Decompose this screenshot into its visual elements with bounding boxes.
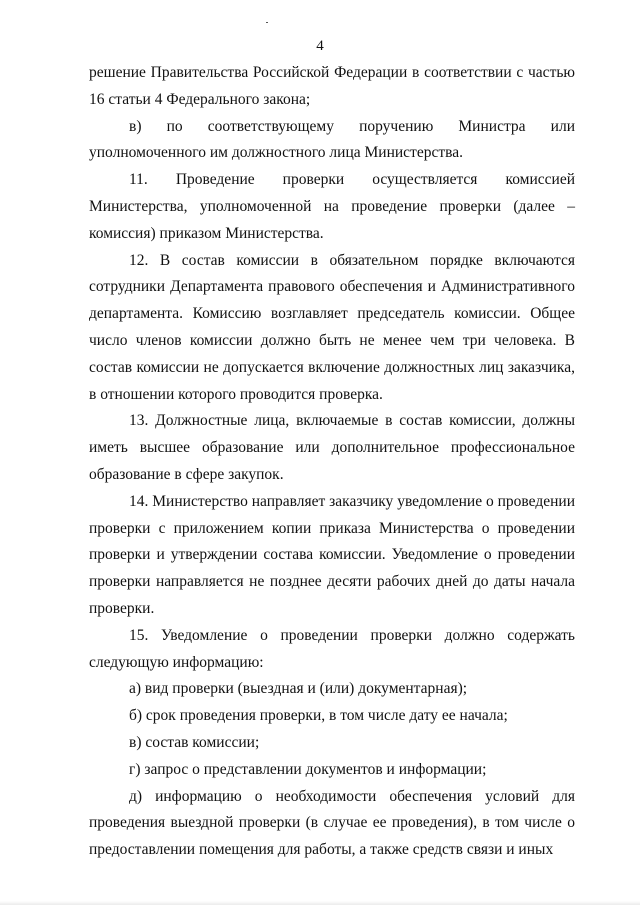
paragraph-continuation: решение Правительства Российской Федерации в соответствии с частью 16 статьи 4 Федерального закона; [89, 64, 575, 108]
page-bottom-edge [0, 901, 640, 905]
list-item-g: г) запрос о представлении документов и информации; [129, 760, 487, 778]
document-body [89, 60, 575, 864]
paragraph-13: 13. Должностные лица, включаемые в состав комиссии, должны иметь высшее образование или дополнительное профессиональное образование в сфере закупок. [89, 412, 575, 483]
list-item-a: а) вид проверки (выездная и (или) документарная); [129, 680, 468, 698]
list-item-d: д) информацию о необходимости обеспечения условий для проведения выездной проверки (в случае ее проведения), в том числе о предоставлении помещения для работы, а также средств связи и иных [89, 787, 575, 859]
list-item-b: б) срок проведения проверки, в том числе дату ее начала; [129, 707, 508, 725]
paragraph-12: 12. В состав комиссии в обязательном порядке включаются сотрудники Департамента правового обеспечения и Административного департамента. Комиссию возглавляет председатель комиссии. Общее число членов комиссии должно быть не менее чем три человека. В состав комиссии не допускается включение должностных лиц заказчика, в отношении которого проводится проверка. [89, 251, 575, 403]
scan-speck [266, 22, 268, 23]
paragraph-11: 11. Проведение проверки осуществляется комиссией Министерства, уполномоченной на проведение проверки (далее – комиссия) приказом Министерства. [89, 171, 575, 242]
page-number: 4 [316, 38, 324, 54]
list-item-v: в) состав комиссии; [129, 733, 260, 751]
paragraph-15: 15. Уведомление о проведении проверки должно содержать следующую информацию: [89, 626, 575, 671]
paragraph-item-v: в) по соответствующему поручению Министра или уполномоченного им должностного лица Министерства. [89, 117, 575, 162]
paragraph-14: 14. Министерство направляет заказчику уведомление о проведении проверки с приложением копии приказа Министерства о проведении проверки и утверждении состава комиссии. Уведомление о проведении проверки направляется не позднее десяти рабочих дней до даты начала проверки. [89, 492, 575, 617]
